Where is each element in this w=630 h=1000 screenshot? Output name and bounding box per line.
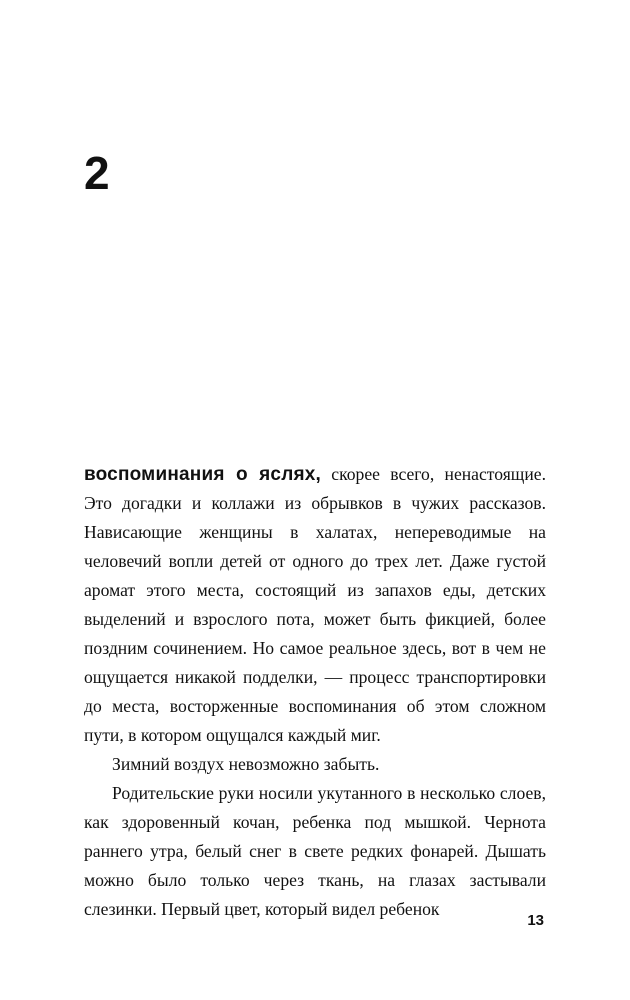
chapter-text [84, 460, 546, 924]
opening-paragraph [84, 460, 546, 750]
opening-paragraph-text: скорее всего, ненастоящие. Это догадки и коллажи из обрывков в чужих рассказов. Нависающие женщины в халатах, непереводимые на человечий вопли детей от одного до трех лет. Даже густой аромат этого места, состоящий из запахов еды, детских выделений и взрослого пота, может быть фикцией, более поздним сочинением. Но самое реальное здесь, вот в чем не ощущается никакой подделки, — процесс транспортировки до места, восторженные воспоминания об этом сложном пути, в котором ощущался каждый миг. [84, 464, 546, 745]
chapter-number: 2 [84, 147, 110, 199]
paragraph: Родительские руки носили укутанного в несколько слоев, как здоровенный кочан, ребенка под мышкой. Чернота раннего утра, белый снег в свете редких фонарей. Дышать можно было только через ткань, на глазах застывали слезинки. Первый цвет, который видел ребенок [84, 783, 546, 919]
paragraph: Зимний воздух невозможно забыть. [112, 754, 380, 774]
page-number: 13 [527, 912, 544, 929]
lead-in-phrase: воспоминания о яслях, [84, 464, 321, 485]
